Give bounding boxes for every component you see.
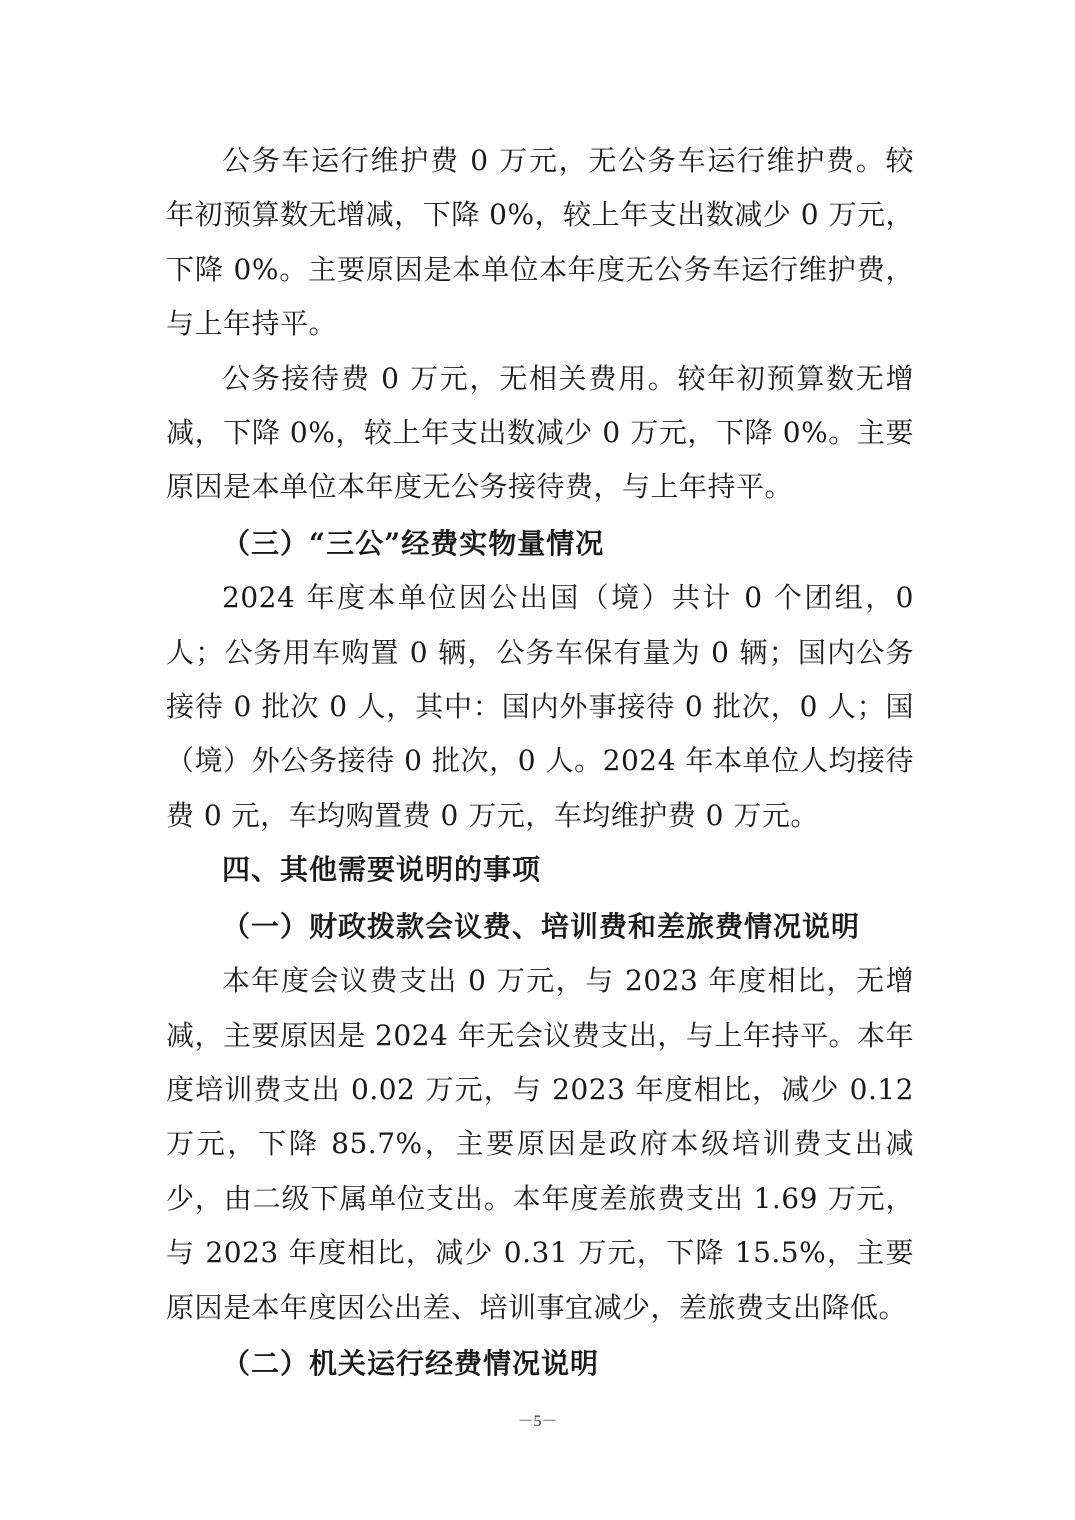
paragraph-reception-fee: 公务接待费 0 万元，无相关费用。较年初预算数无增减，下降 0%，较上年支出数减少 0 万元，下降 0%。主要原因是本单位本年度无公务接待费，与上年持平。 [166,361,914,504]
heading-three-public-physical: （三）“三公”经费实物量情况 [222,526,605,560]
heading-section-four: 四、其他需要说明的事项 [222,853,542,887]
page-number: －5－ [517,1413,558,1430]
heading-meeting-training-travel: （一）财政拨款会议费、培训费和差旅费情况说明 [222,909,861,943]
document-body [166,134,914,1391]
paragraph-physical-quantity: 2024 年度本单位因公出国（境）共计 0 个团组，0 人；公务用车购置 0 辆，公务车保有量为 0 辆；国内公务接待 0 批次 0 人，其中：国内外事接待 0 批次，0 人；国（境）外公务接待 0 批次，0 人。2024 年本单位人均接待费 0 元，车均购置费 0 万元，车均维护费 0 万元。 [166,581,914,832]
paragraph-meeting-training-travel: 本年度会议费支出 0 万元，与 2023 年度相比，无增减，主要原因是 2024 年无会议费支出，与上年持平。本年度培训费支出 0.02 万元，与 2023 年度相比，减少 0.12 万元，下降 85.7%，主要原因是政府本级培训费支出减少，由二级下属单位支出。本年度差旅费支出 1.69 万元，与 2023 年度相比，减少 0.31 万元，下降 15.5%，主要原因是本年度因公出差、培训事宜减少，差旅费支出降低。 [166,964,914,1324]
paragraph-vehicle-maintenance: 公务车运行维护费 0 万元，无公务车运行维护费。较年初预算数无增减，下降 0%，较上年支出数减少 0 万元，下降 0%。主要原因是本单位本年度无公务车运行维护费，与上年持平。 [166,144,914,341]
heading-agency-operating: （二）机关运行经费情况说明 [222,1346,600,1380]
